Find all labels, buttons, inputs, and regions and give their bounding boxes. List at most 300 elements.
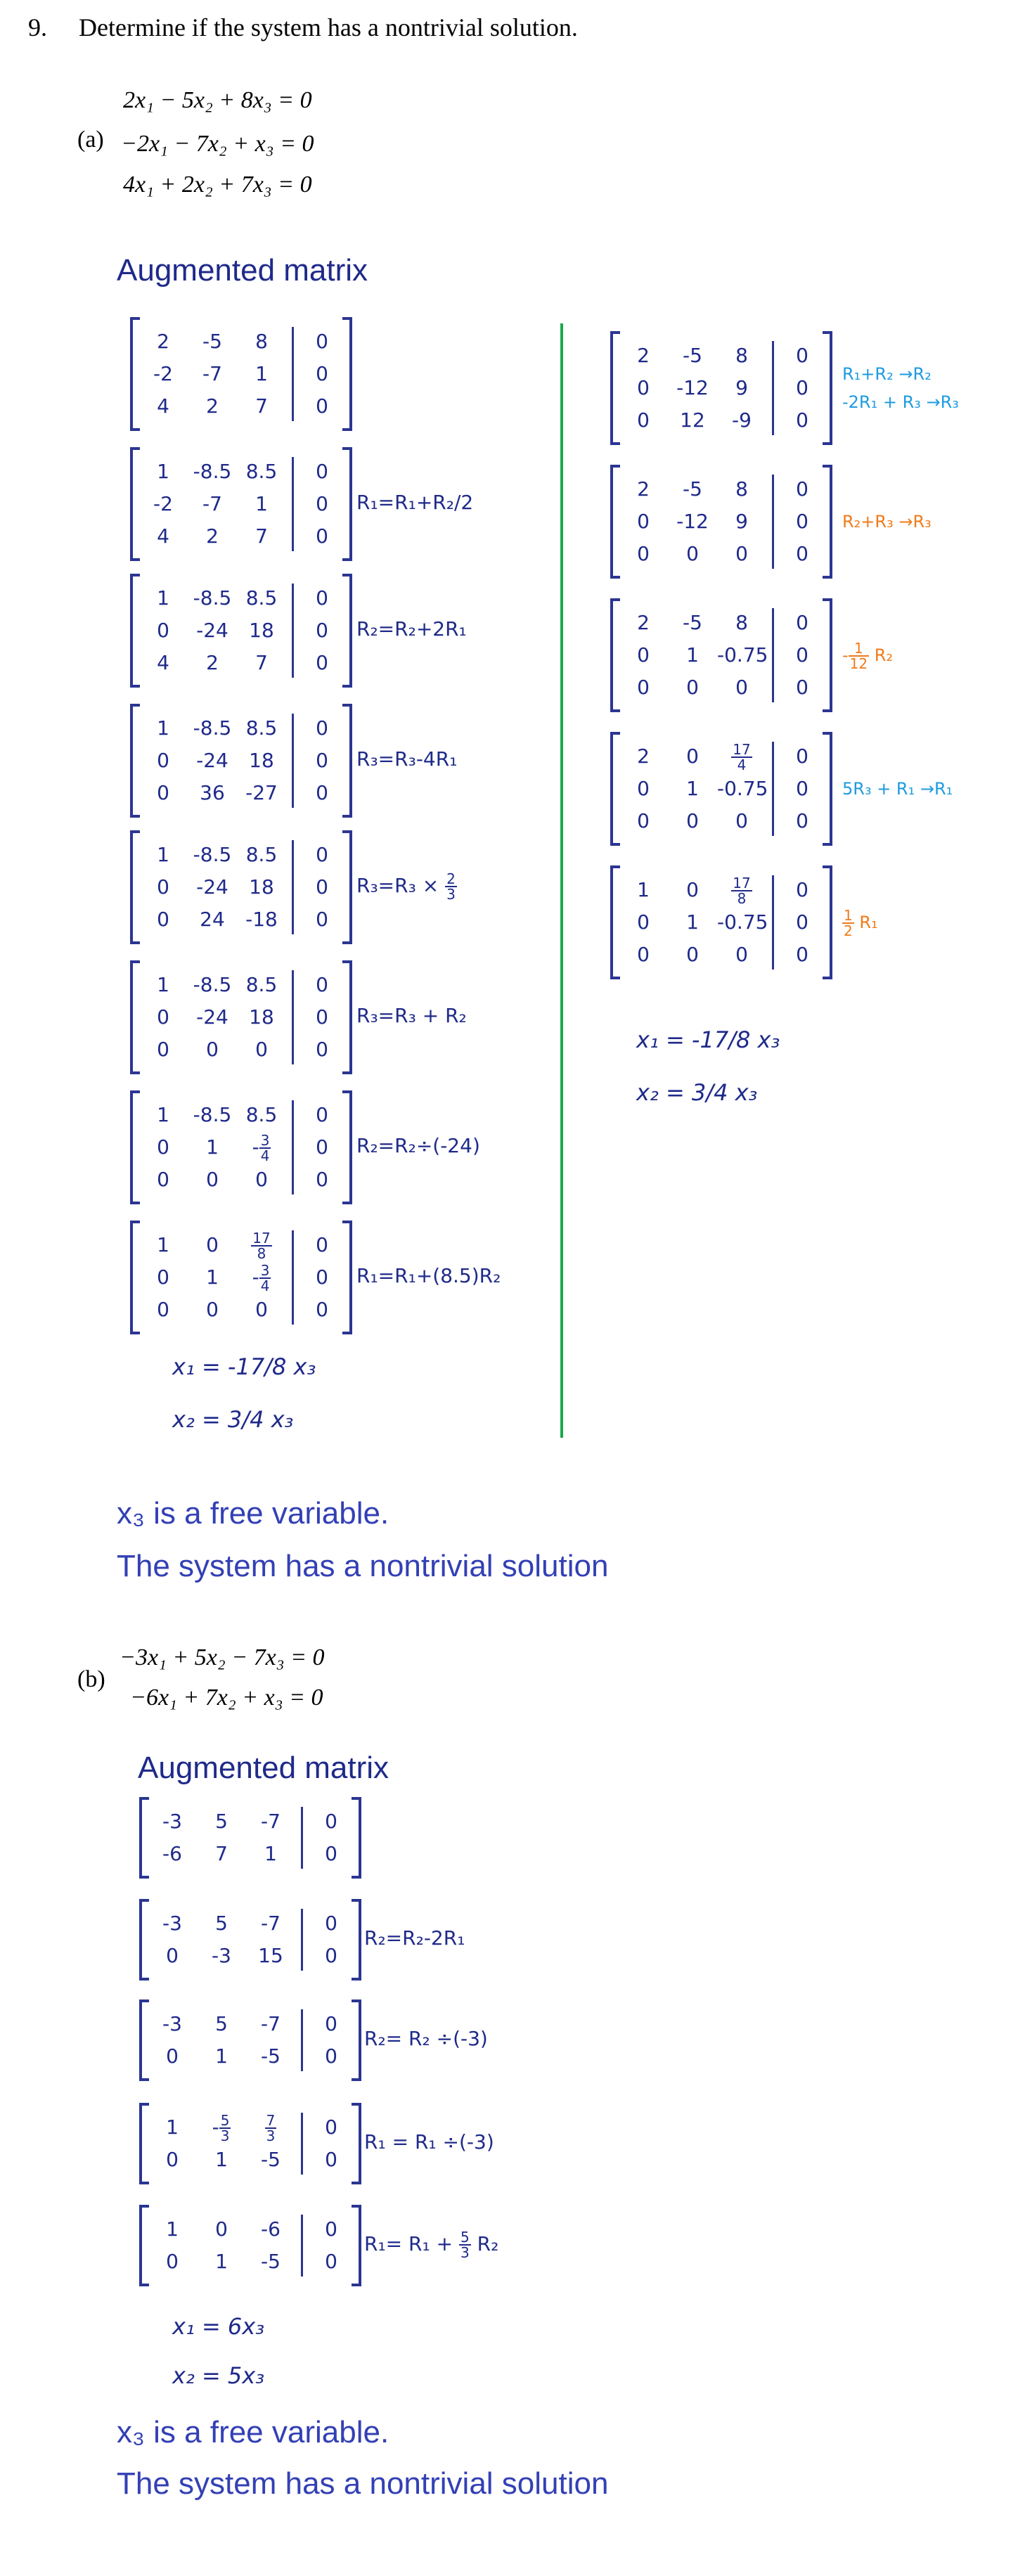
matrix-row <box>142 2040 359 2073</box>
matrix-cell: 2 <box>637 477 650 501</box>
matrix-row <box>133 903 349 936</box>
matrix-cell: -24 <box>196 749 228 772</box>
matrix-row <box>613 805 830 837</box>
matrix-row <box>133 1001 349 1033</box>
part-a-right-row-op-2-1: R₂+R₃ →R₃ <box>842 512 932 532</box>
part-a-left-solution-2: x₂ = 3/4 x₃ <box>172 1406 294 1433</box>
part-a-right-row-op-1-1: R₁+R₂ →R₂ <box>842 364 932 384</box>
problem-number: 9. <box>28 13 47 41</box>
matrix-cell: 0 <box>796 943 808 966</box>
part-a-free-variable: x₃ is a free variable. <box>117 1496 389 1531</box>
part-b-row-op-5: R₁= R₁ + $\frac{5}{3}$ R₂ <box>364 2229 499 2261</box>
matrix-cell: -6 <box>162 1842 182 1865</box>
matrix-cell: 1 <box>157 586 169 610</box>
matrix-cell: 1 <box>157 1103 169 1126</box>
matrix-row <box>613 473 830 505</box>
matrix-cell: -9 <box>732 408 752 432</box>
part-b-solution-2: x₂ = 5x₃ <box>172 2362 265 2389</box>
matrix-cell: 0 <box>796 676 808 699</box>
matrix-cell: 4 <box>157 524 169 548</box>
matrix-cell: 0 <box>157 749 169 772</box>
matrix-cell: -7 <box>261 2012 281 2035</box>
matrix-cell: 0 <box>325 1912 337 1935</box>
matrix-cell: 0 <box>637 510 650 533</box>
matrix-cell: 8.5 <box>245 586 278 610</box>
matrix-cell: 1 <box>215 2148 228 2171</box>
matrix-row <box>133 839 349 871</box>
matrix-cell: -24 <box>196 619 228 642</box>
matrix-cell: 0 <box>316 908 328 931</box>
matrix-cell: 0 <box>157 1298 169 1321</box>
matrix-cell: $\frac{7}{3}$ <box>266 2112 276 2144</box>
column-divider <box>560 323 563 1438</box>
matrix-cell: -6 <box>261 2217 281 2241</box>
matrix-cell: 5 <box>215 2012 228 2035</box>
matrix-cell: 2 <box>637 611 650 634</box>
matrix-cell: 0 <box>157 1038 169 1061</box>
matrix-cell: 0 <box>686 676 699 699</box>
part-a-left-row-op-8: R₁=R₁+(8.5)R₂ <box>356 1264 501 1287</box>
matrix-cell: -12 <box>676 510 709 533</box>
matrix-cell: 0 <box>325 1810 337 1833</box>
matrix-row <box>613 906 830 939</box>
matrix-cell: 0 <box>166 2044 179 2068</box>
part-a-right-row-op-3-1: - $\frac{1}{12}$ R₂ <box>842 640 894 672</box>
matrix-cell: 0 <box>316 716 328 740</box>
matrix-cell: -5 <box>683 611 702 634</box>
matrix-cell: -7 <box>202 492 222 515</box>
matrix-cell: -27 <box>245 781 278 804</box>
matrix-row <box>133 1294 349 1326</box>
part-a-left-row-op-6: R₃=R₃ + R₂ <box>356 1004 467 1027</box>
matrix-cell: 0 <box>316 492 328 515</box>
matrix-cell: 0 <box>735 943 748 966</box>
matrix-cell: 0 <box>157 1135 169 1159</box>
matrix-cell: 8.5 <box>245 1103 278 1126</box>
matrix-cell: 2 <box>206 524 219 548</box>
matrix-cell: 18 <box>249 875 274 899</box>
part-b-equation-1: −3x₁ + 5x₂ − 7x₃ = 0 <box>120 1644 325 1670</box>
matrix-cell: -5 <box>683 477 702 501</box>
part-a-left-row-op-3: R₂=R₂+2R₁ <box>356 617 467 640</box>
matrix-cell: 1 <box>215 2250 228 2273</box>
matrix-cell: -8.5 <box>193 716 232 740</box>
matrix-cell: 0 <box>206 1038 219 1061</box>
part-a-right-solution-1: x₁ = -17/8 x₃ <box>636 1026 780 1053</box>
matrix-cell: 8.5 <box>245 460 278 483</box>
matrix-cell: -3 <box>162 1810 182 1833</box>
matrix-cell: -5 <box>261 2250 281 2273</box>
matrix-cell: $\frac{17}{8}$ <box>252 1230 271 1262</box>
part-a-heading: Augmented matrix <box>117 253 368 288</box>
matrix-cell: 0 <box>637 910 650 934</box>
matrix-cell: 15 <box>258 1944 283 1967</box>
matrix-cell: 0 <box>316 875 328 899</box>
matrix-row <box>613 773 830 805</box>
matrix-cell: 1 <box>166 2217 179 2241</box>
matrix-cell: 0 <box>166 1944 179 1967</box>
matrix-cell: 0 <box>796 643 808 666</box>
matrix-cell: 8 <box>735 344 748 367</box>
part-a-left-row-op-2: R₁=R₁+R₂/2 <box>356 491 474 514</box>
matrix-cell: 7 <box>255 524 268 548</box>
matrix-cell: 1 <box>166 2115 179 2139</box>
part-a-left-matrix-2 <box>130 450 352 558</box>
matrix-cell: 0 <box>637 408 650 432</box>
matrix-cell: 0 <box>316 843 328 866</box>
matrix-cell: 2 <box>206 394 219 418</box>
matrix-cell: 0 <box>796 542 808 565</box>
matrix-cell: 24 <box>200 908 225 931</box>
matrix-cell: 0 <box>325 2012 337 2035</box>
matrix-cell: 12 <box>680 408 705 432</box>
part-a-left-matrix-7 <box>130 1093 352 1202</box>
matrix-row <box>142 2246 359 2278</box>
matrix-cell: -7 <box>261 1810 281 1833</box>
part-b-matrix-1 <box>139 1800 361 1876</box>
matrix-cell: 1 <box>264 1842 277 1865</box>
matrix-cell: 1 <box>255 362 268 385</box>
matrix-row <box>142 1838 359 1870</box>
part-b-row-op-3: R₂= R₂ ÷(-3) <box>364 2027 488 2050</box>
matrix-cell: 0 <box>166 2148 179 2171</box>
matrix-cell: 2 <box>206 651 219 674</box>
matrix-cell: -0.75 <box>717 910 768 934</box>
matrix-cell: 0 <box>686 745 699 768</box>
matrix-cell: 0 <box>735 542 748 565</box>
matrix-row <box>133 358 349 390</box>
matrix-row <box>133 712 349 745</box>
matrix-cell: 0 <box>637 376 650 399</box>
matrix-cell: 1 <box>157 1233 169 1256</box>
matrix-cell: 1 <box>157 716 169 740</box>
matrix-row <box>133 1099 349 1131</box>
matrix-row <box>133 614 349 647</box>
part-a-left-matrix-6 <box>130 963 352 1071</box>
matrix-cell: 0 <box>206 1168 219 1191</box>
matrix-cell: -12 <box>676 376 709 399</box>
matrix-cell: 1 <box>206 1266 219 1289</box>
matrix-cell: 1 <box>686 777 699 800</box>
matrix-cell: 5 <box>215 1912 228 1935</box>
matrix-cell: 0 <box>686 943 699 966</box>
matrix-cell: -24 <box>196 1005 228 1029</box>
matrix-cell: 0 <box>796 477 808 501</box>
matrix-row <box>142 2111 359 2144</box>
matrix-row <box>133 969 349 1001</box>
matrix-cell: 0 <box>316 1266 328 1289</box>
matrix-cell: -5 <box>683 344 702 367</box>
matrix-cell: 0 <box>686 878 699 901</box>
matrix-cell: 0 <box>157 619 169 642</box>
part-a-left-matrix-3 <box>130 577 352 685</box>
matrix-cell: 8 <box>255 330 268 353</box>
matrix-cell: 0 <box>316 524 328 548</box>
part-a-label: (a) <box>77 127 104 153</box>
matrix-cell: 0 <box>316 1135 328 1159</box>
matrix-row <box>133 1131 349 1164</box>
matrix-cell: 8 <box>735 611 748 634</box>
matrix-cell: 1 <box>255 492 268 515</box>
matrix-cell: 0 <box>796 878 808 901</box>
matrix-row <box>613 874 830 906</box>
matrix-row <box>613 639 830 671</box>
matrix-row <box>133 1229 349 1261</box>
matrix-cell: 0 <box>325 2044 337 2068</box>
matrix-cell: 0 <box>316 1005 328 1029</box>
matrix-cell: 0 <box>157 1005 169 1029</box>
matrix-cell: 0 <box>157 1266 169 1289</box>
matrix-row <box>133 1033 349 1066</box>
matrix-cell: 0 <box>796 910 808 934</box>
matrix-row <box>613 505 830 538</box>
matrix-cell: 0 <box>325 2115 337 2139</box>
part-a-conclusion: The system has a nontrivial solution <box>117 1549 609 1583</box>
matrix-cell: 0 <box>796 408 808 432</box>
matrix-cell: 0 <box>316 1298 328 1321</box>
matrix-cell: 0 <box>796 376 808 399</box>
matrix-cell: 0 <box>637 943 650 966</box>
matrix-cell: 2 <box>157 330 169 353</box>
matrix-row <box>613 740 830 773</box>
matrix-cell: 8.5 <box>245 973 278 996</box>
matrix-cell: 0 <box>637 542 650 565</box>
matrix-row <box>133 871 349 903</box>
part-b-row-op-2: R₂=R₂-2R₁ <box>364 1926 465 1950</box>
part-b-matrix-5 <box>139 2208 361 2284</box>
part-a-left-matrix-8 <box>130 1223 352 1332</box>
part-a-right-matrix-3 <box>610 601 832 709</box>
matrix-cell: 0 <box>316 1103 328 1126</box>
matrix-cell: 0 <box>316 1038 328 1061</box>
matrix-cell: 0 <box>316 1168 328 1191</box>
part-a-left-row-op-4: R₃=R₃-4R₁ <box>356 747 458 771</box>
matrix-cell: $\frac{17}{8}$ <box>733 875 751 907</box>
matrix-cell: -3 <box>162 1912 182 1935</box>
matrix-cell: 0 <box>637 809 650 832</box>
matrix-cell: 0 <box>206 1233 219 1256</box>
matrix-cell: 8.5 <box>245 716 278 740</box>
part-b-heading: Augmented matrix <box>138 1751 389 1785</box>
part-b-conclusion: The system has a nontrivial solution <box>117 2466 609 2501</box>
matrix-row <box>133 1164 349 1196</box>
matrix-cell: 0 <box>255 1038 268 1061</box>
matrix-row <box>133 456 349 488</box>
problem-statement: Determine if the system has a nontrivial solution. <box>79 13 578 41</box>
matrix-cell: 1 <box>157 843 169 866</box>
matrix-cell: -24 <box>196 875 228 899</box>
matrix-cell: 4 <box>157 394 169 418</box>
matrix-cell: 0 <box>735 809 748 832</box>
part-b-free-variable: x₃ is a free variable. <box>117 2415 389 2449</box>
matrix-cell: 0 <box>215 2217 228 2241</box>
matrix-cell: - $\frac{3}{4}$ <box>252 1132 270 1164</box>
matrix-cell: 0 <box>316 1233 328 1256</box>
matrix-cell: -7 <box>202 362 222 385</box>
matrix-cell: 1 <box>206 1135 219 1159</box>
matrix-cell: -5 <box>202 330 222 353</box>
matrix-cell: 0 <box>157 875 169 899</box>
matrix-cell: 0 <box>206 1298 219 1321</box>
matrix-row <box>613 671 830 704</box>
matrix-cell: -5 <box>261 2044 281 2068</box>
matrix-cell: 7 <box>255 651 268 674</box>
part-a-right-matrix-5 <box>610 868 832 977</box>
part-a-left-matrix-1 <box>130 320 352 428</box>
matrix-cell: -2 <box>153 362 173 385</box>
matrix-cell: 0 <box>796 745 808 768</box>
matrix-cell: 0 <box>735 676 748 699</box>
matrix-row <box>133 520 349 553</box>
matrix-cell: 18 <box>249 1005 274 1029</box>
part-a-right-row-op-5-1: $\frac{1}{2}$ R₁ <box>844 907 878 939</box>
matrix-cell: 18 <box>249 749 274 772</box>
matrix-cell: 0 <box>316 973 328 996</box>
matrix-cell: -8.5 <box>193 843 232 866</box>
matrix-row <box>613 538 830 570</box>
matrix-cell: 0 <box>637 643 650 666</box>
matrix-cell: -2 <box>153 492 173 515</box>
matrix-row <box>613 404 830 437</box>
matrix-cell: -7 <box>261 1912 281 1935</box>
part-a-right-row-op-1-2: -2R₁ + R₃ →R₃ <box>842 392 959 412</box>
matrix-cell: -0.75 <box>717 777 768 800</box>
matrix-row <box>142 1907 359 1940</box>
matrix-row <box>133 488 349 520</box>
matrix-cell: 0 <box>325 1944 337 1967</box>
matrix-cell: -5 <box>261 2148 281 2171</box>
matrix-cell: 1 <box>637 878 650 901</box>
matrix-row <box>142 2008 359 2040</box>
part-b-label: (b) <box>77 1666 105 1692</box>
matrix-row <box>142 2213 359 2246</box>
matrix-cell: 0 <box>316 394 328 418</box>
part-a-equation-3: 4x₁ + 2x₂ + 7x₃ = 0 <box>123 172 312 198</box>
matrix-row <box>133 647 349 679</box>
matrix-cell: -18 <box>245 908 278 931</box>
matrix-cell: 0 <box>796 510 808 533</box>
part-a-left-row-op-5: R₃=R₃ × $\frac{2}{3}$ <box>356 870 456 903</box>
matrix-cell: -3 <box>162 2012 182 2035</box>
matrix-cell: 0 <box>796 809 808 832</box>
matrix-cell: 0 <box>316 749 328 772</box>
matrix-cell: 0 <box>325 1842 337 1865</box>
matrix-row <box>133 390 349 423</box>
matrix-cell: 0 <box>316 651 328 674</box>
part-a-right-row-op-4-1: 5R₃ + R₁ →R₁ <box>842 779 953 799</box>
matrix-cell: 5 <box>215 1810 228 1833</box>
matrix-cell: -8.5 <box>193 1103 232 1126</box>
part-b-matrix-3 <box>139 2002 361 2078</box>
matrix-row <box>613 607 830 639</box>
matrix-cell: 0 <box>316 781 328 804</box>
matrix-cell: 0 <box>157 781 169 804</box>
matrix-row <box>133 1261 349 1294</box>
matrix-cell: 0 <box>796 777 808 800</box>
matrix-row <box>613 939 830 971</box>
part-b-solution-1: x₁ = 6x₃ <box>172 2313 265 2340</box>
matrix-cell: 0 <box>316 330 328 353</box>
matrix-cell: 0 <box>316 619 328 642</box>
matrix-row <box>142 2144 359 2176</box>
matrix-cell: 0 <box>796 344 808 367</box>
matrix-cell: 4 <box>157 651 169 674</box>
part-b-row-op-4: R₁ = R₁ ÷(-3) <box>364 2130 494 2153</box>
matrix-cell: 0 <box>157 908 169 931</box>
matrix-cell: 0 <box>686 809 699 832</box>
matrix-cell: -8.5 <box>193 586 232 610</box>
matrix-cell: $\frac{17}{4}$ <box>733 741 751 773</box>
matrix-cell: -3 <box>212 1944 231 1967</box>
matrix-row <box>133 326 349 358</box>
matrix-cell: 0 <box>796 611 808 634</box>
matrix-cell: 0 <box>686 542 699 565</box>
matrix-row <box>613 372 830 404</box>
matrix-cell: 0 <box>316 362 328 385</box>
matrix-cell: 0 <box>316 586 328 610</box>
matrix-cell: 18 <box>249 619 274 642</box>
matrix-cell: 0 <box>637 676 650 699</box>
part-b-matrix-4 <box>139 2106 361 2182</box>
part-a-left-matrix-5 <box>130 833 352 941</box>
matrix-row <box>142 1940 359 1972</box>
matrix-row <box>133 777 349 809</box>
matrix-cell: 2 <box>637 745 650 768</box>
part-a-left-row-op-7: R₂=R₂÷(-24) <box>356 1134 480 1157</box>
matrix-cell: 1 <box>157 973 169 996</box>
matrix-cell: 7 <box>215 1842 228 1865</box>
matrix-cell: 0 <box>255 1298 268 1321</box>
matrix-cell: 9 <box>735 510 748 533</box>
matrix-cell: 8 <box>735 477 748 501</box>
part-a-equation-2: −2x₁ − 7x₂ + x₃ = 0 <box>121 131 314 157</box>
matrix-cell: 0 <box>166 2250 179 2273</box>
matrix-cell: -8.5 <box>193 460 232 483</box>
matrix-cell: 8.5 <box>245 843 278 866</box>
matrix-cell: 1 <box>686 643 699 666</box>
matrix-cell: 0 <box>325 2217 337 2241</box>
matrix-cell: 9 <box>735 376 748 399</box>
part-a-right-solution-2: x₂ = 3/4 x₃ <box>636 1079 758 1106</box>
matrix-cell: 0 <box>325 2250 337 2273</box>
matrix-cell: -0.75 <box>717 643 768 666</box>
matrix-cell: 0 <box>316 460 328 483</box>
part-a-left-solution-1: x₁ = -17/8 x₃ <box>172 1353 316 1380</box>
matrix-row <box>133 745 349 777</box>
matrix-cell: 1 <box>215 2044 228 2068</box>
matrix-cell: 0 <box>637 777 650 800</box>
part-a-equation-1: 2x₁ − 5x₂ + 8x₃ = 0 <box>123 87 312 113</box>
matrix-cell: 1 <box>157 460 169 483</box>
part-a-right-matrix-4 <box>610 735 832 843</box>
matrix-cell: -8.5 <box>193 973 232 996</box>
part-a-left-matrix-4 <box>130 707 352 815</box>
part-a-right-matrix-2 <box>610 468 832 576</box>
part-a-right-matrix-1 <box>610 334 832 442</box>
matrix-cell: 0 <box>255 1168 268 1191</box>
matrix-cell: 36 <box>200 781 225 804</box>
matrix-row <box>133 582 349 614</box>
matrix-cell: 0 <box>157 1168 169 1191</box>
matrix-cell: - $\frac{3}{4}$ <box>252 1262 270 1294</box>
matrix-cell: 1 <box>686 910 699 934</box>
matrix-row <box>142 1805 359 1838</box>
part-b-matrix-2 <box>139 1902 361 1978</box>
matrix-cell: 0 <box>325 2148 337 2171</box>
part-b-equation-2: −6x₁ + 7x₂ + x₃ = 0 <box>130 1685 323 1711</box>
matrix-cell: 7 <box>255 394 268 418</box>
matrix-cell: - $\frac{5}{3}$ <box>212 2112 230 2144</box>
